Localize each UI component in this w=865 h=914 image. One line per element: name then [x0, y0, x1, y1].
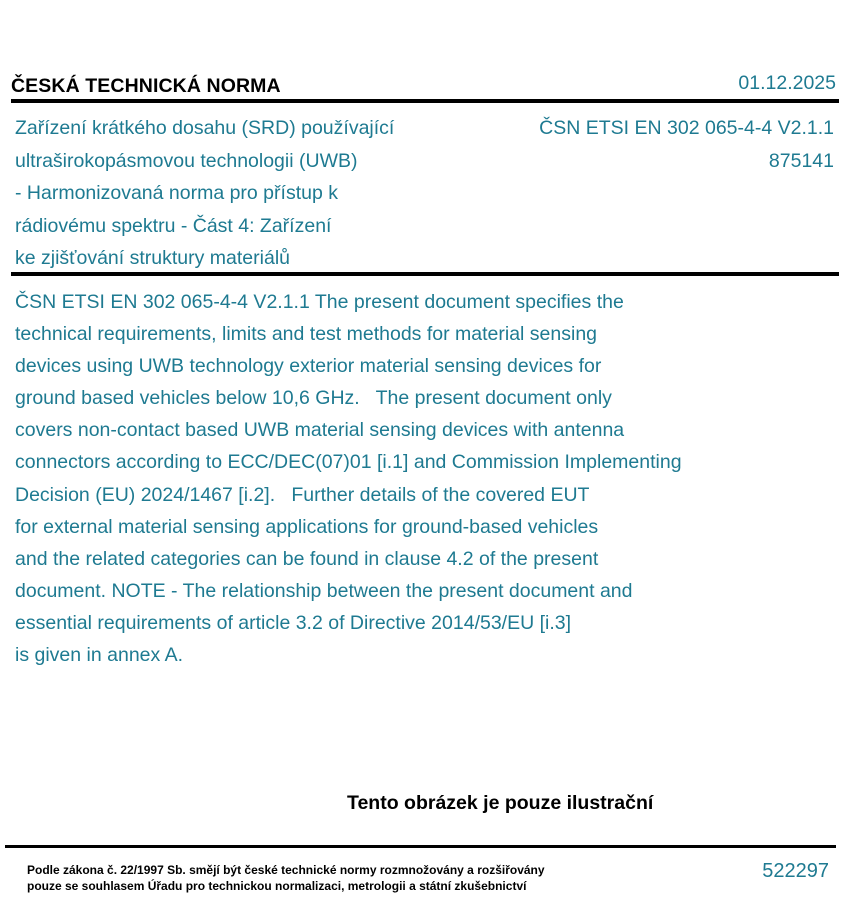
abstract-line: is given in annex A.: [15, 644, 184, 667]
legal-notice: [27, 863, 545, 894]
abstract-line: and the related categories can be found in clause 4.2 of the present: [15, 547, 599, 570]
illustration-note: Tento obrázek je pouze ilustrační: [347, 792, 654, 814]
abstract-line: essential requirements of article 3.2 of Directive 2014/53/EU [i.3]: [15, 611, 572, 634]
legal-line: pouze se souhlasem Úřadu pro technickou normalizaci, metrologii a státní zkušebnictví: [27, 878, 527, 893]
document-type-heading: ČESKÁ TECHNICKÁ NORMA: [11, 75, 281, 97]
title-line: Zařízení krátkého dosahu (SRD) používající: [15, 117, 395, 139]
legal-line: Podle zákona č. 22/1997 Sb. smějí být české technické normy rozmnožovány a rozšiřovány: [27, 863, 545, 877]
abstract-line: ČSN ETSI EN 302 065-4-4 V2.1.1 The present document specifies the: [15, 291, 624, 313]
catalog-number: 875141: [768, 149, 834, 172]
header-divider: [11, 99, 839, 103]
title-line: ke zjišťování struktury materiálů: [15, 247, 290, 269]
title-line: rádiovému spektru - Část 4: Zařízení: [15, 214, 332, 237]
title-divider: [11, 272, 839, 276]
document-number: 522297: [762, 860, 829, 882]
standard-code: ČSN ETSI EN 302 065-4-4 V2.1.1: [539, 117, 834, 139]
abstract-line: ground based vehicles below 10,6 GHz. The present document only: [15, 387, 612, 410]
publication-date: 01.12.2025: [738, 72, 836, 94]
abstract-line: Decision (EU) 2024/1467 [i.2]. Further details of the covered EUT: [15, 483, 590, 506]
standard-identifier: [539, 112, 834, 177]
abstract-line: covers non-contact based UWB material sensing devices with antenna: [15, 419, 625, 442]
abstract-line: technical requirements, limits and test methods for material sensing: [15, 323, 598, 346]
abstract-line: connectors according to ECC/DEC(07)01 [i.1] and Commission Implementing: [15, 451, 682, 474]
abstract-line: document. NOTE - The relationship between the present document and: [15, 579, 633, 602]
footer-divider: [5, 845, 836, 848]
standard-title: [15, 112, 455, 275]
abstract-line: devices using UWB technology exterior material sensing devices for: [15, 355, 602, 378]
title-line: - Harmonizovaná norma pro přístup k: [15, 182, 338, 204]
abstract-line: for external material sensing applications for ground-based vehicles: [15, 515, 599, 538]
abstract-text: [15, 286, 682, 671]
title-line: ultraširokopásmovou technologii (UWB): [15, 149, 358, 172]
